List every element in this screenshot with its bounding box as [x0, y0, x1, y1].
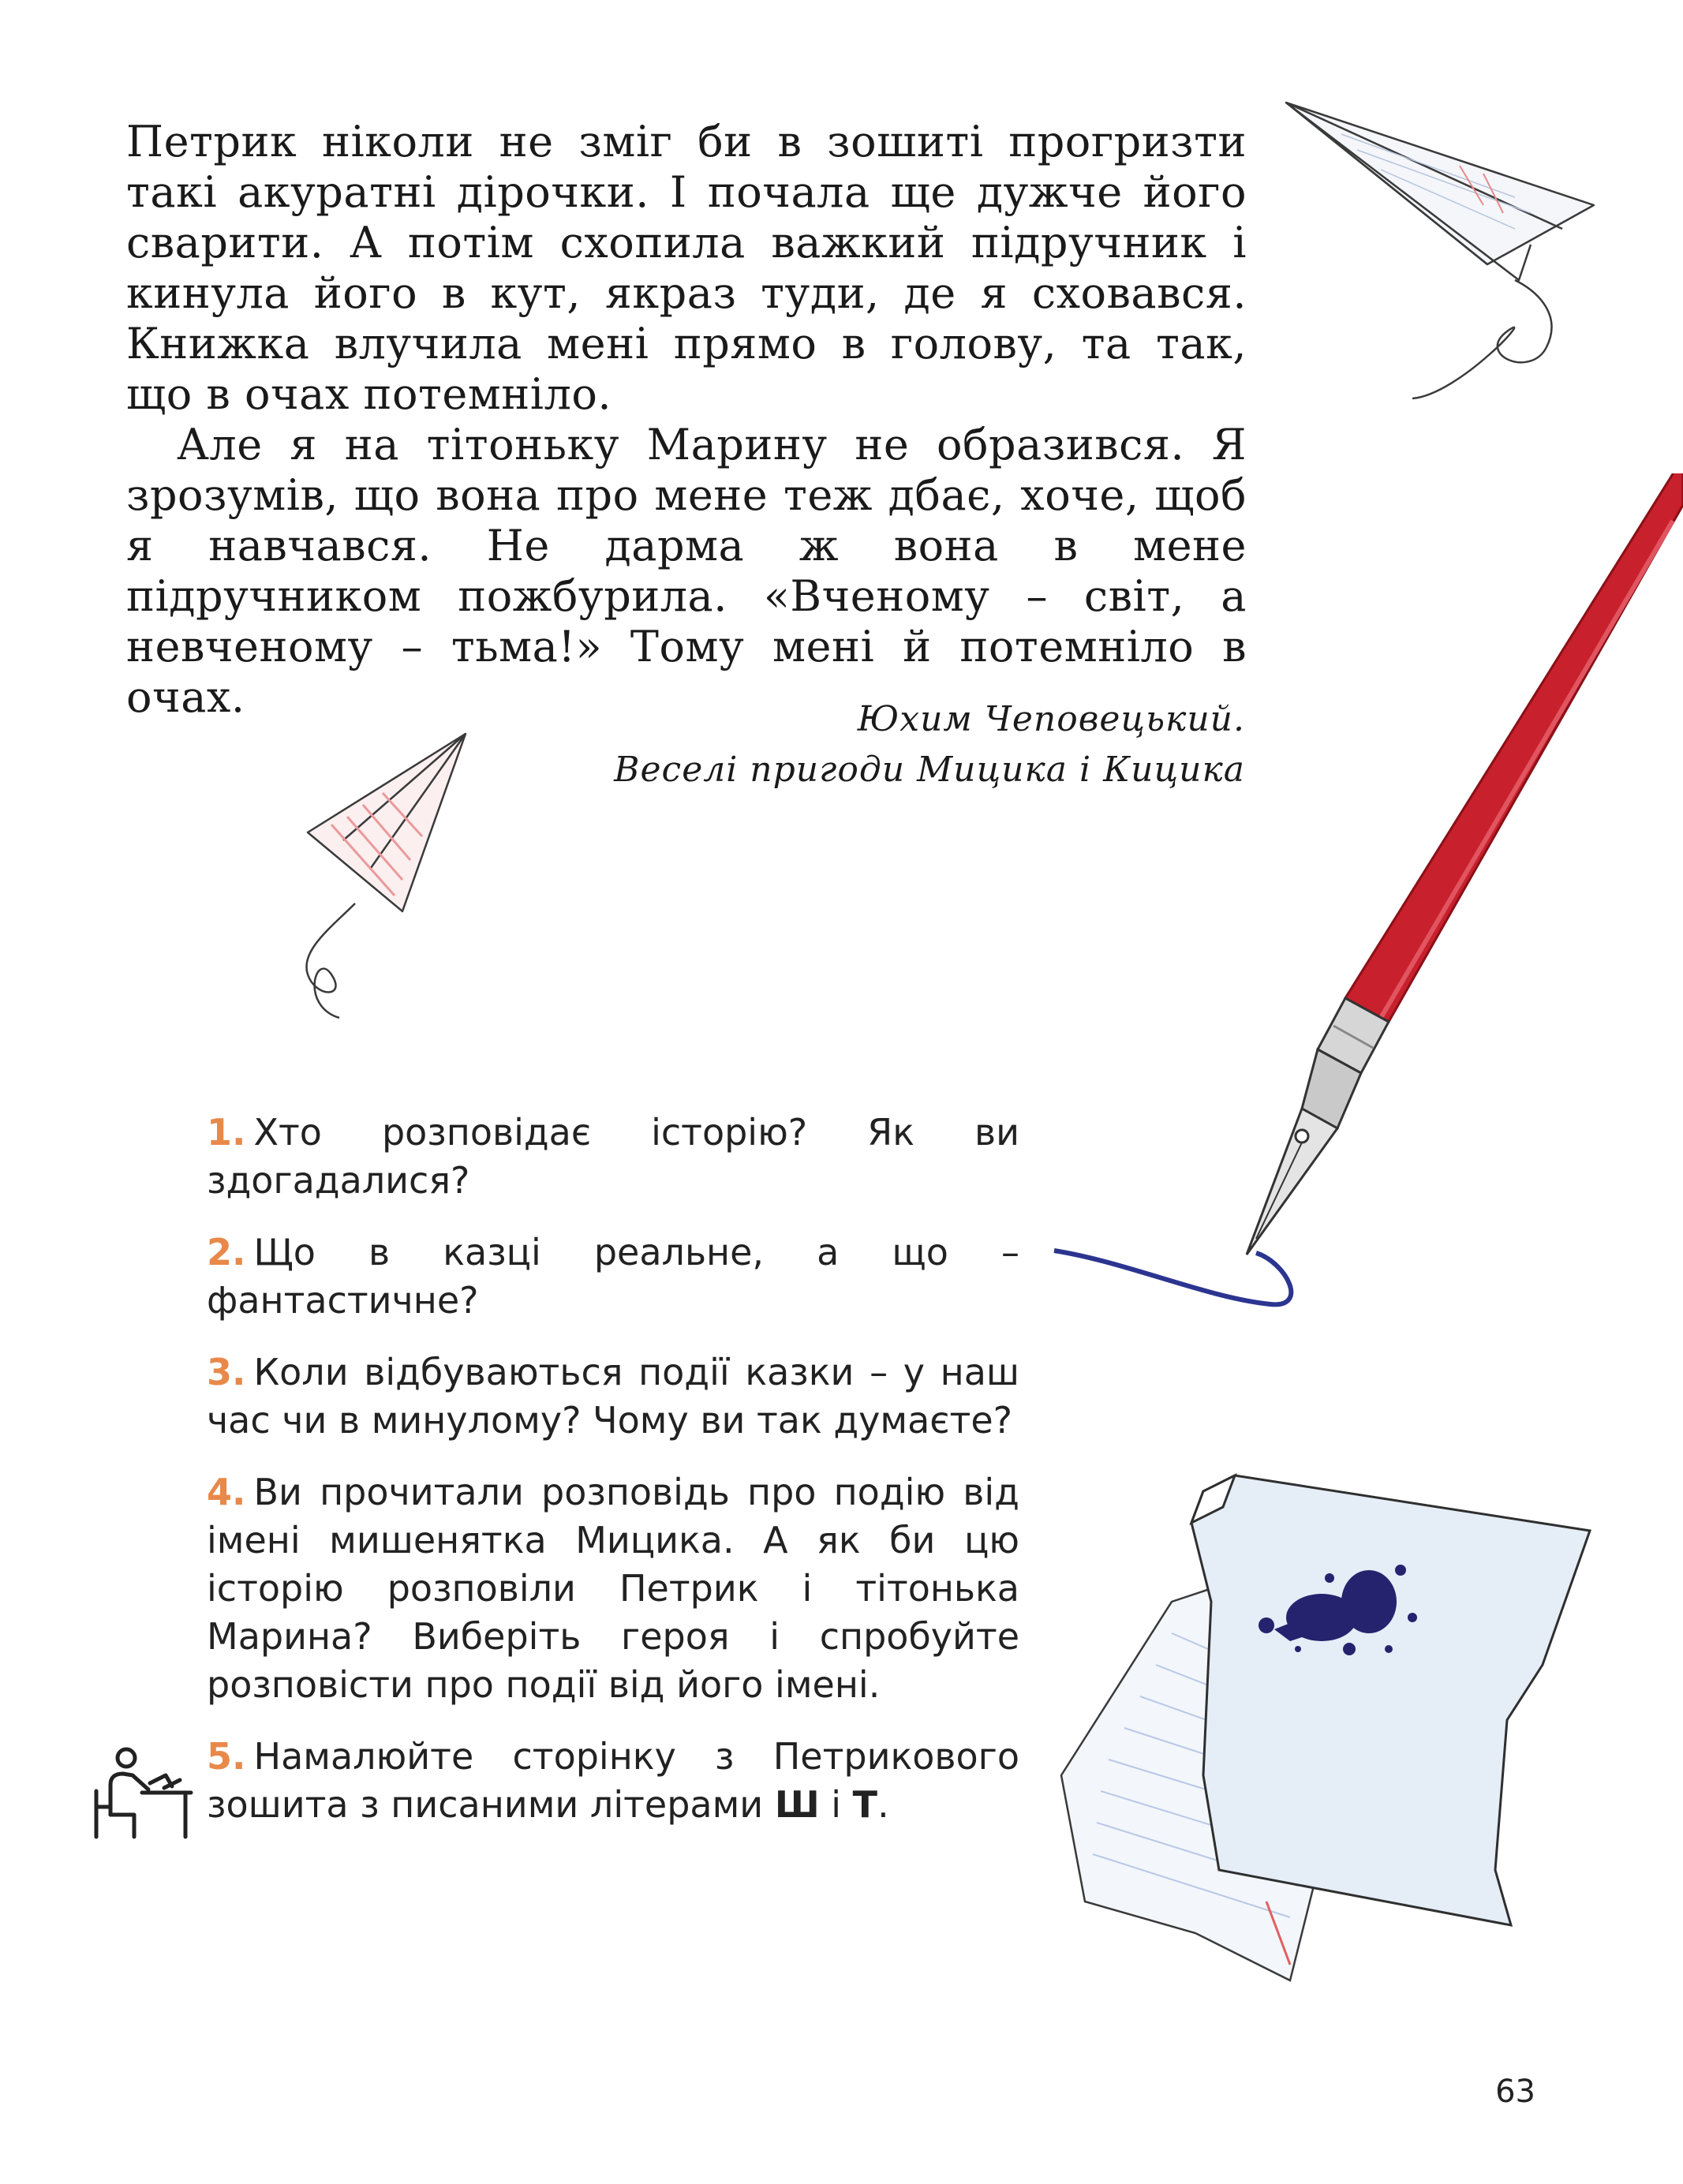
question-text: Намалюйте сторінку з Петрикового зошита з писаними літерами: [207, 1735, 1019, 1826]
story-paragraph-1: Петрик ніколи не зміг би в зошиті прогризти такі акуратні дірочки. І почала ще дужче його сварити. А потім схопила важкий підручник і кинула його в кут, якраз туди, де я сховався. Книжка влучила мені прямо в голову, та так, що в очах потемніло.: [126, 117, 1247, 419]
question-number: 3.: [207, 1351, 246, 1393]
question-text: Ви прочитали розповідь про подію від імені мишенятка Мицика. А як би цю історію розповіли Петрик і тітонька Марина? Виберіть героя і спробуйте розповісти про події від його імені.: [207, 1471, 1019, 1706]
questions-list: [207, 1109, 1019, 1853]
story-paragraph-2: Але я на тітоньку Марину не образився. Я зрозумів, що вона про мене теж дбає, хоче, щоб я навчався. Не дарма ж вона в мене підручником пожбурила. «Вченому – світ, а невченому – тьма!» Тому мені й потемніло в очах.: [126, 420, 1247, 722]
small-paper-plane-illustration: [268, 722, 481, 1030]
question-number: 2.: [207, 1231, 246, 1273]
papers-with-ink-blot-illustration: [1053, 1460, 1637, 1996]
question-item: [207, 1468, 1019, 1709]
paper-plane-illustration: [1278, 95, 1610, 410]
question-number: 4.: [207, 1471, 246, 1513]
drawing-task-icon: [87, 1744, 197, 1842]
question-item: 5. Намалюйте сторінку з Петрикового зошита з писаними літерами Ш і Т.: [207, 1735, 1019, 1826]
letter-sh: Ш: [774, 1783, 820, 1826]
question-text: Коли відбуваються події казки – у наш час чи в минулому? Чому ви так думаєте?: [207, 1351, 1019, 1442]
letter-t: Т: [852, 1783, 878, 1826]
page-number: 63: [1495, 2074, 1535, 2110]
question-number: 1.: [207, 1111, 246, 1154]
question-item: [207, 1228, 1019, 1325]
attribution-work: Веселі пригоди Мицика і Кицика: [614, 750, 1245, 790]
question-text: Що в казці реальне, а що – фантастичне?: [207, 1231, 1019, 1322]
question-item: [207, 1348, 1019, 1445]
question-number: 5.: [207, 1735, 246, 1778]
attribution-author: Юхим Чеповецький.: [857, 699, 1245, 739]
question-text: Хто розповідає історію? Як ви здогадалися?: [207, 1111, 1019, 1202]
question-item: [207, 1109, 1019, 1205]
fountain-pen-illustration: [1049, 473, 1683, 1326]
